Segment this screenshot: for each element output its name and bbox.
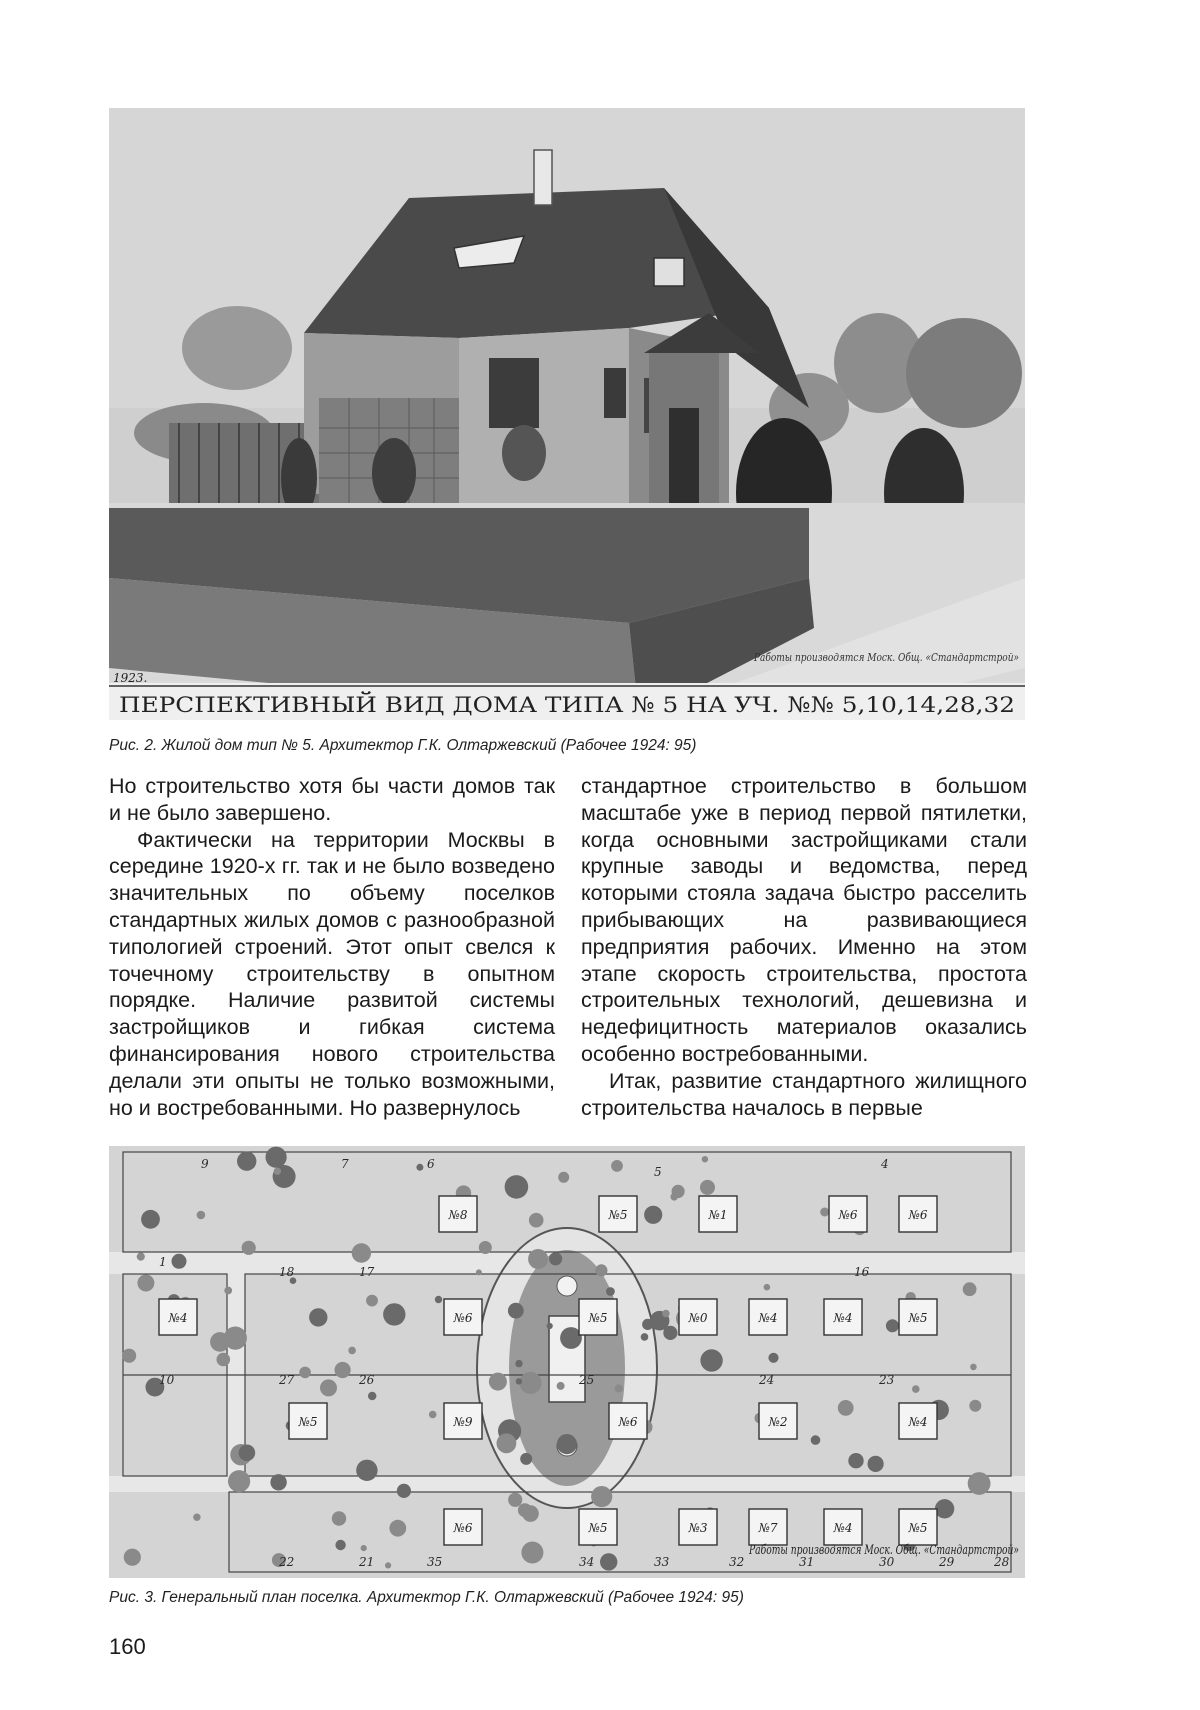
plan-tree xyxy=(270,1474,286,1490)
plan-tree xyxy=(700,1180,715,1195)
plan-tree xyxy=(242,1241,256,1255)
plan-tree xyxy=(615,1384,623,1392)
plan-tree xyxy=(528,1249,548,1269)
plan-tree xyxy=(479,1241,492,1254)
plan-tree xyxy=(141,1210,160,1229)
plan-plot-number: 34 xyxy=(579,1555,595,1569)
plan-tree xyxy=(352,1243,371,1262)
plan-tree xyxy=(641,1333,649,1341)
plan-house xyxy=(824,1509,862,1545)
plan-tree xyxy=(266,1147,287,1168)
plan-tree xyxy=(497,1433,517,1453)
plan-house xyxy=(699,1196,737,1232)
plan-house-type-label: №4 xyxy=(833,1311,853,1325)
plan-tree xyxy=(700,1349,722,1371)
plan-house xyxy=(899,1299,937,1335)
text-column-left xyxy=(109,773,555,1121)
plan-tree xyxy=(197,1211,206,1220)
plan-house xyxy=(444,1509,482,1545)
plan-tree xyxy=(595,1264,607,1276)
plan-tree xyxy=(397,1484,411,1498)
plan-tree xyxy=(557,1382,565,1390)
plan-plot-number: 7 xyxy=(341,1157,349,1171)
plan-plot-number: 9 xyxy=(201,1157,209,1171)
plan-tree xyxy=(122,1349,136,1363)
plan-house-type-label: №5 xyxy=(588,1311,608,1325)
plan-house xyxy=(579,1299,617,1335)
plan-tree xyxy=(309,1308,327,1326)
plan-plot-number: 5 xyxy=(654,1165,662,1179)
plan-plot-number: 10 xyxy=(159,1373,175,1387)
plan-tree xyxy=(137,1275,154,1292)
paragraph: Но строительство хотя бы части домов так и не было завершено. xyxy=(109,774,555,825)
plan-plot-number: 32 xyxy=(729,1555,745,1569)
text-column-right xyxy=(581,773,1027,1121)
plan-house-type-label: №5 xyxy=(908,1311,928,1325)
plan-tree xyxy=(429,1411,437,1419)
plan-plot-number: 4 xyxy=(881,1157,889,1171)
plan-house xyxy=(679,1299,717,1335)
plan-tree xyxy=(838,1400,854,1416)
plan-house-type-label: №4 xyxy=(758,1311,778,1325)
plan-tree xyxy=(868,1456,884,1472)
plan-tree xyxy=(389,1520,406,1537)
plan-tree xyxy=(912,1385,920,1393)
plan-tree xyxy=(886,1319,899,1332)
plan-plot-number: 18 xyxy=(279,1265,295,1279)
plan-tree xyxy=(332,1511,346,1525)
plan-tree xyxy=(663,1326,677,1340)
plan-tree xyxy=(172,1254,187,1269)
plan-house-type-label: №9 xyxy=(453,1415,473,1429)
plan-house-type-label: №1 xyxy=(708,1208,728,1222)
plan-house xyxy=(749,1509,787,1545)
plan-plot-number: 29 xyxy=(939,1555,955,1569)
plan-tree xyxy=(124,1549,141,1566)
plan-house-type-label: №5 xyxy=(588,1521,608,1535)
plan-house-type-label: №3 xyxy=(688,1521,708,1535)
plan-house xyxy=(759,1403,797,1439)
settlement-plan-drawing xyxy=(109,1146,1025,1578)
plan-tree xyxy=(519,1372,541,1394)
plan-tree xyxy=(520,1453,532,1465)
plan-tree xyxy=(335,1362,351,1378)
plan-tree xyxy=(508,1303,524,1319)
plan-tree xyxy=(299,1367,311,1379)
plan-plot-number: 30 xyxy=(879,1555,895,1569)
plan-house-type-label: №4 xyxy=(908,1415,928,1429)
plan-tree xyxy=(137,1253,145,1261)
plan-tree xyxy=(768,1353,778,1363)
plan-tree xyxy=(228,1470,250,1492)
plan-tree xyxy=(368,1392,376,1400)
plan-tree xyxy=(416,1164,423,1171)
figure-house-perspective xyxy=(109,108,1025,720)
plan-signature: Работы производятся Моск. Общ. «Стандартстрой» xyxy=(748,1543,1020,1558)
plan-tree xyxy=(644,1206,662,1224)
plan-tree xyxy=(820,1208,829,1217)
plan-tree xyxy=(606,1287,615,1296)
plan-house xyxy=(439,1196,477,1232)
plan-plot-number: 1 xyxy=(159,1255,167,1269)
plan-house xyxy=(749,1299,787,1335)
plan-house-type-label: №5 xyxy=(908,1521,928,1535)
paragraph: Фактически на территории Москвы в середине 1920-х гг. так и не было возведено значительных по объему поселков стандартных жилых домов с разнообразной типологией строений. Этот опыт свелся к точечному строительству в опытном порядке. Наличие развитой системы застройщиков и гибкая система финансирования нового строительства делали эти опыты не только возможными, но и востребованными. Но развернулось xyxy=(109,827,555,1120)
plan-plot-number: 6 xyxy=(427,1157,435,1171)
plan-house-type-label: №0 xyxy=(688,1311,708,1325)
plan-tree xyxy=(217,1353,231,1367)
plan-tree xyxy=(239,1445,256,1462)
plan-plot-number: 17 xyxy=(359,1265,375,1279)
plan-tree xyxy=(591,1486,612,1507)
plan-plot-number: 22 xyxy=(279,1555,295,1569)
plan-tree xyxy=(516,1378,522,1384)
plan-house xyxy=(899,1509,937,1545)
plan-house-type-label: №6 xyxy=(453,1521,473,1535)
plan-house xyxy=(444,1403,482,1439)
plan-tree xyxy=(335,1540,345,1550)
plan-house-type-label: №4 xyxy=(168,1311,188,1325)
plan-tree xyxy=(505,1175,529,1199)
plan-house-type-label: №8 xyxy=(448,1208,468,1222)
plan-tree xyxy=(383,1303,405,1325)
plan-house-type-label: №6 xyxy=(453,1311,473,1325)
inscription-title: ПЕРСПЕКТИВНЫЙ ВИД ДОМА ТИПА № 5 НА УЧ. №№ 5,10,14,28,32 xyxy=(119,693,898,718)
plan-tree xyxy=(969,1400,981,1412)
plan-tree xyxy=(670,1193,678,1201)
plan-tree xyxy=(489,1373,507,1391)
plan-house-type-label: №2 xyxy=(768,1415,788,1429)
plan-house xyxy=(159,1299,197,1335)
figure-3-caption: Рис. 3. Генеральный план поселка. Архитектор Г.К. Олтаржевский (Рабочее 1924: 95) xyxy=(109,1589,744,1606)
plan-plot-number: 25 xyxy=(579,1373,595,1387)
plan-tree xyxy=(963,1282,977,1296)
house-drawing-illustration xyxy=(109,108,1025,720)
plan-tree xyxy=(274,1168,281,1175)
plan-tree xyxy=(811,1435,821,1445)
plan-plot-number: 24 xyxy=(759,1373,775,1387)
plan-tree xyxy=(210,1332,230,1352)
plan-house xyxy=(899,1403,937,1439)
plan-tree xyxy=(848,1453,863,1468)
plan-tree xyxy=(348,1347,356,1355)
plan-tree xyxy=(356,1460,377,1481)
plan-plot-number: 27 xyxy=(279,1373,295,1387)
plan-tree xyxy=(935,1499,954,1518)
plan-tree xyxy=(515,1360,522,1367)
plan-house-type-label: №5 xyxy=(298,1415,318,1429)
plan-tree xyxy=(611,1160,623,1172)
plan-tree xyxy=(320,1379,337,1396)
plan-tree xyxy=(662,1310,670,1318)
plan-house-type-label: №4 xyxy=(833,1521,853,1535)
plan-house xyxy=(899,1196,937,1232)
plan-tree xyxy=(435,1296,442,1303)
page-number: 160 xyxy=(109,1634,146,1659)
figure-settlement-plan xyxy=(109,1146,1025,1578)
plan-house xyxy=(289,1403,327,1439)
plan-plot-number: 35 xyxy=(427,1555,443,1569)
plan-house-type-label: №5 xyxy=(608,1208,628,1222)
plan-tree xyxy=(529,1213,544,1228)
plan-tree xyxy=(518,1503,532,1517)
plan-house xyxy=(829,1196,867,1232)
plan-tree xyxy=(508,1493,522,1507)
plan-house xyxy=(824,1299,862,1335)
plan-tree xyxy=(224,1287,232,1295)
plan-plot-number: 21 xyxy=(359,1555,375,1569)
plan-house xyxy=(679,1509,717,1545)
plan-plot-number: 33 xyxy=(654,1555,670,1569)
figure-2-caption: Рис. 2. Жилой дом тип № 5. Архитектор Г.К. Олтаржевский (Рабочее 1924: 95) xyxy=(109,737,697,754)
paragraph: стандартное строительство в большом масштабе уже в период первой пятилетки, когда основными застройщиками стали крупные заводы и ведомства, перед которыми стояла задача быстро расселить прибывающих на развивающиеся предприятия рабочих. Именно на этом этапе скорость строительства, простота строительных технологий, дешевизна и недефицитность материалов оказались особенно востребованными. xyxy=(581,774,1027,1066)
plan-tree xyxy=(385,1562,391,1568)
plan-tree xyxy=(764,1284,771,1291)
plan-house-type-label: №7 xyxy=(758,1521,778,1535)
plan-tree xyxy=(557,1434,577,1454)
inscription-signature: Работы производятся Моск. Общ. «Стандартстрой» xyxy=(753,651,1019,664)
plan-house xyxy=(599,1196,637,1232)
plan-tree xyxy=(702,1156,708,1162)
plan-tree xyxy=(968,1472,991,1495)
plan-tree xyxy=(547,1323,553,1329)
plan-plot-number: 23 xyxy=(879,1373,895,1387)
plan-tree xyxy=(366,1295,378,1307)
plan-plot-number: 28 xyxy=(994,1555,1010,1569)
inscription-year: 1923. xyxy=(113,671,148,685)
plan-plot-number: 31 xyxy=(799,1555,815,1569)
plan-tree xyxy=(558,1172,569,1183)
plan-plot-number: 16 xyxy=(854,1265,870,1279)
plan-tree xyxy=(600,1553,617,1570)
plan-house-type-label: №6 xyxy=(618,1415,638,1429)
plan-house-type-label: №6 xyxy=(838,1208,858,1222)
plan-tree xyxy=(361,1545,367,1551)
plan-house xyxy=(444,1299,482,1335)
paragraph: Итак, развитие стандартного жилищного строительства началось в первые xyxy=(581,1068,1027,1120)
plan-tree xyxy=(521,1542,543,1564)
plan-tree xyxy=(970,1364,977,1371)
plan-tree xyxy=(476,1269,482,1275)
plan-house-type-label: №6 xyxy=(908,1208,928,1222)
plan-tree xyxy=(549,1252,562,1265)
plan-tree xyxy=(193,1514,200,1521)
plan-plot-number: 26 xyxy=(359,1373,375,1387)
plan-house xyxy=(609,1403,647,1439)
plan-tree xyxy=(237,1152,256,1171)
plan-house xyxy=(579,1509,617,1545)
